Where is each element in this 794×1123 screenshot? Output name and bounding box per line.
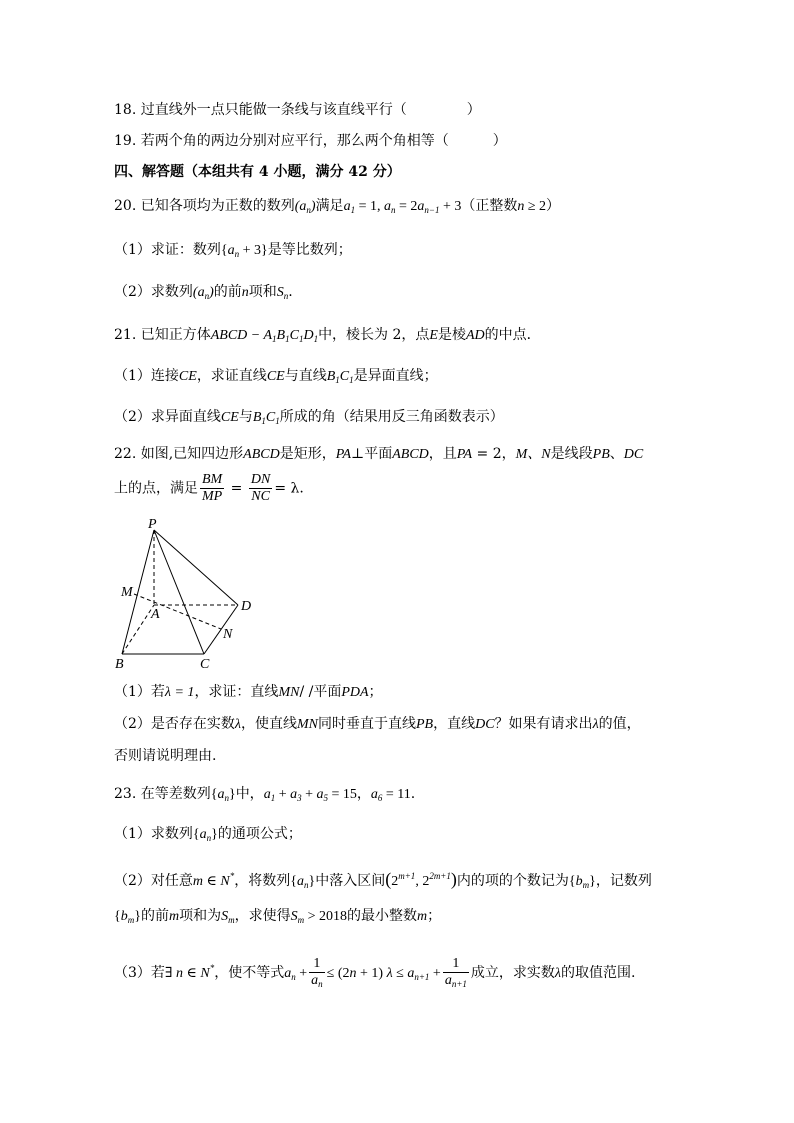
- label-m: M: [121, 585, 133, 600]
- math-recurrence: $a_1 = 1$, $a_n = 2a_{n-1} + 3$: [343, 199, 462, 215]
- question-19: 19. 若两个角的两边分别对应平行，那么两个角相等（ ）: [114, 133, 507, 149]
- question-21: 21. 已知正方体ABCD − $A_1B_1C_1D_1$中，棱长为 2，点E是棱AD的中点．: [114, 327, 541, 344]
- label-a: A: [151, 607, 160, 622]
- math-n-ge-2: n ≥ 2: [517, 199, 547, 214]
- pyramid-figure: [108, 512, 268, 672]
- question-18: 18. 过直线外一点只能做一条线与该直线平行（ ）: [114, 102, 481, 118]
- segment-mn-hidden: [134, 594, 221, 629]
- label-c: C: [200, 657, 210, 672]
- label-d: D: [241, 599, 252, 614]
- label-n: N: [223, 627, 233, 642]
- question-21-part-2: （2）求异面直线CE与$B_1C_1$所成的角（结果用反三角函数表示）: [114, 409, 504, 426]
- question-22-part-2: （2）是否存在实数λ，使直线MN同时垂直于直线PB，直线DC？如果有请求出λ的值，: [114, 716, 641, 732]
- question-23: 23. 在等差数列$\{a_n\}$中，$a_1 + a_3 + a_5 = 15$，$a_6 = 11$.: [114, 786, 416, 803]
- question-22-part-2-cont: 否则请说明理由.: [114, 748, 217, 764]
- edge-pd: [154, 530, 238, 605]
- fraction-dn-nc: $\frac{DN}{NC}$: [250, 472, 271, 504]
- section-title: 四、解答题（本组共有 4 小题，满分 42 分）: [114, 164, 401, 180]
- edge-pc: [154, 530, 204, 654]
- question-22-condition: 上的点，满足 $\frac{BM}{MP}$ = $\frac{DN}{NC}$ = λ.: [114, 472, 304, 504]
- math-seq-an: $(a_n)$: [294, 199, 316, 215]
- edge-ab-hidden: [122, 605, 154, 654]
- question-23-part-3: （3）若∃ n ∈ N*，使不等式$a_n$ + $\frac{1}{a_n}$ ≤ (2n + 1) $\lambda \le a_{n+1}$ + $\frac{1}{a_{n+1}}$ 成立，求实数λ的取值范围.: [114, 956, 636, 989]
- math-interval: ($2^{m+1}$, $2^{2m+1}$): [385, 869, 457, 889]
- question-21-part-1: （1）连接CE，求证直线CE与直线$B_1C_1$是异面直线；: [114, 368, 438, 385]
- math-a6: $a_6 = 11$: [370, 787, 411, 803]
- question-23-part-1: （1）求数列$\{a_n\}$的通项公式；: [114, 826, 302, 843]
- edge-cd: [204, 605, 238, 654]
- question-23-part-2: （2）对任意m ∈ N*，将数列$\{a_n\}$中落入区间($2^{m+1}$, $2^{2m+1}$)内的项的个数记为$\{b_m\}$，记数列: [114, 869, 652, 890]
- math-seq-an-plus-3: $\{a_n + 3\}$: [220, 243, 268, 259]
- label-p: P: [148, 517, 157, 532]
- question-22-part-1: （1）若λ = 1，求证：直线MN/ /平面PDA；: [114, 684, 383, 700]
- math-inequality: $a_n$ + $\frac{1}{a_n}$ ≤ (2n + 1) $\lambda \le a_{n+1}$ + $\frac{1}{a_{n+1}}$: [284, 956, 467, 989]
- question-20-part-1: （1）求证：数列$\{a_n + 3\}$是等比数列；: [114, 242, 352, 259]
- math-cube: ABCD − $A_1B_1C_1D_1$: [210, 328, 319, 344]
- question-22: 22. 如图,已知四边形ABCD是矩形，PA⊥平面ABCD，且PA = 2，M、N是线段PB、DC: [114, 446, 644, 462]
- question-20: 20. 已知各项均为正数的数列$(a_n)$满足$a_1 = 1$, $a_n = 2a_{n-1} + 3$（正整数n ≥ 2）: [114, 198, 561, 215]
- question-20-part-2: （2）求数列$(a_n)$的前n项和$S_n$.: [114, 284, 293, 301]
- math-sm-gt-2018: $S_m > 2018$: [290, 909, 347, 925]
- label-b: B: [115, 657, 124, 672]
- question-23-part-2-cont: $\{b_m\}$的前m项和为$S_m$，求使得$S_m > 2018$的最小整数m；: [114, 908, 442, 925]
- math-sum-condition: $a_1 + a_3 + a_5 = 15$: [263, 787, 357, 803]
- fraction-bm-mp: $\frac{BM}{MP}$: [202, 472, 223, 504]
